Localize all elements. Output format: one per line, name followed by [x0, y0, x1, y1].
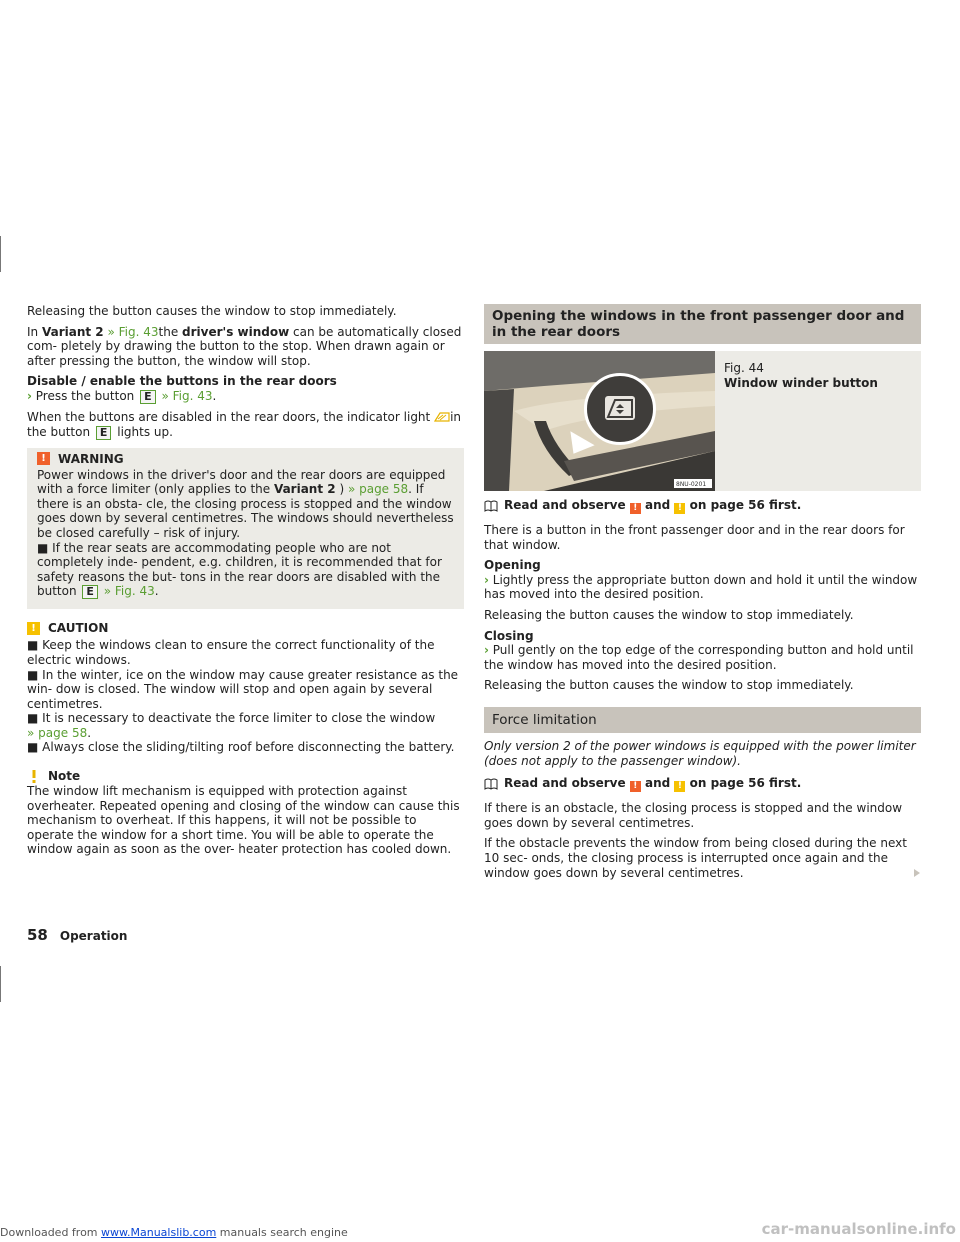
page-58-link[interactable]: » page 58	[27, 725, 88, 740]
caution-header	[27, 621, 464, 635]
caution-icon: !	[674, 503, 685, 514]
section-title: Opening the windows in the front passenger door and in the rear doors	[484, 304, 921, 344]
fig-caption: Window winder button	[724, 375, 878, 390]
paragraph: In Variant 2 » Fig. 43the driver's window can be automatically closed com- pletely by drawing the button to the stop. When drawn again or after pressing the button, the window will stop.	[27, 324, 462, 368]
right-column	[484, 304, 921, 880]
warning-header	[37, 452, 454, 466]
section-name: Operation	[59, 929, 128, 943]
manualslib-link[interactable]: www.Manualslib.com	[101, 1226, 217, 1239]
caution-item: » page 58.	[27, 725, 92, 740]
note-text: The window lift mechanism is equipped with protection against overheater. Repeated opening and closing of the window can cause this mechanism to overheat. If this happens, it will not be possible to operate the window for a short time. You will be able to operate the window again as soon as the over- heater protection has cooled down.	[27, 784, 460, 857]
fig-number: Fig. 44	[724, 361, 764, 375]
paragraph: There is a button in the front passenger door and in the rear doors for that window.	[484, 523, 905, 552]
caution-icon: !	[27, 622, 40, 635]
figure-caption	[724, 361, 878, 390]
book-icon	[484, 500, 498, 512]
continue-arrow-icon	[913, 863, 921, 882]
left-column	[27, 304, 464, 857]
caution-item: ■ Keep the windows clean to ensure the correct functionality of the electric windows.	[27, 638, 435, 667]
warning-icon: !	[630, 781, 641, 792]
paragraph: Releasing the button causes the window to stop immediately.	[484, 678, 854, 693]
note-block	[27, 769, 464, 857]
page-number: 58	[27, 926, 48, 944]
page-58-link[interactable]: » page 58	[347, 482, 409, 497]
fig-43-link[interactable]: » Fig. 43	[161, 388, 213, 403]
download-footer: Downloaded from www.Manualslib.com manuals search engine	[0, 1226, 348, 1239]
paragraph: If the obstacle prevents the window from being closed during the next 10 sec- onds, the closing process is interrupted once again and the window goes down by several centimetres.	[484, 836, 907, 880]
warning-box	[27, 448, 464, 610]
paragraph: Releasing the button causes the window to stop immediately.	[27, 304, 397, 318]
warning-icon: !	[37, 452, 50, 465]
read-observe-line: Read and observe ! and ! on page 56 first.	[484, 776, 921, 792]
italic-note: Only version 2 of the power windows is equipped with the power limiter (does not apply to the passenger window).	[484, 738, 916, 768]
key-e-badge: E	[82, 585, 98, 599]
caution-label: CAUTION	[48, 621, 109, 636]
step-arrow-icon: ›	[484, 572, 489, 587]
caution-item: ■ It is necessary to deactivate the force limiter to close the window	[27, 711, 436, 726]
note-label: Note	[48, 769, 81, 784]
fig-43-link[interactable]: » Fig. 43	[103, 584, 155, 599]
caution-item: ■ Always close the sliding/tilting roof before disconnecting the battery.	[27, 740, 455, 755]
read-observe-line: Read and observe ! and ! on page 56 first.	[484, 498, 921, 514]
book-icon	[484, 778, 498, 790]
step-arrow-icon: ›	[27, 388, 32, 403]
paragraph: Releasing the button causes the window to stop immediately.	[484, 607, 854, 622]
figure-panel	[484, 351, 921, 491]
paragraph: When the buttons are disabled in the rear doors, the indicator light in the button E lights up.	[27, 409, 462, 439]
subheading-closing: Closing	[484, 628, 534, 643]
step-item: › Press the button E » Fig. 43.	[27, 388, 217, 403]
caution-icon: !	[674, 781, 685, 792]
step-arrow-icon: ›	[484, 643, 489, 658]
crop-mark	[0, 966, 1, 1002]
caution-block	[27, 621, 464, 755]
caution-item: ■ In the winter, ice on the window may cause greater resistance as the win- dow is closed. The window will stop and open again by several centimetres.	[27, 667, 459, 711]
warning-label: WARNING	[58, 451, 124, 466]
key-e-badge: E	[96, 426, 112, 440]
fig-43-link[interactable]: » Fig. 43	[107, 324, 159, 339]
step-item: › Lightly press the appropriate button down and hold it until the window has moved into the desired position.	[484, 572, 918, 602]
zoom-callout	[584, 373, 656, 445]
note-header	[27, 769, 464, 783]
step-item: › Pull gently on the top edge of the corresponding button and hold until the window has moved into the desired position.	[484, 643, 914, 672]
window-indicator-icon	[434, 412, 450, 422]
fig-code: 8NU-0201	[676, 481, 707, 488]
paragraph: If there is an obstacle, the closing process is stopped and the window goes down by several centimetres.	[484, 801, 903, 830]
warning-bullet: ■ If the rear seats are accommodating people who are not completely inde- pendent, e.g. children, it is recommended that for safety reasons the but- tons in the rear doors are disabled with the button E » Fig. 43.	[37, 540, 442, 599]
watermark: car-manualsonline.info	[761, 1220, 956, 1238]
subheading-disable: Disable / enable the buttons in the rear doors	[27, 374, 337, 389]
note-info-icon	[27, 770, 40, 783]
section-title-force: Force limitation	[484, 707, 921, 733]
key-e-badge: E	[140, 390, 156, 404]
warning-icon: !	[630, 503, 641, 514]
subheading-opening: Opening	[484, 558, 541, 573]
warning-text: Power windows in the driver's door and the rear doors are equipped with a force limiter (only applies to the Variant 2 ) » page 58. If there is an obsta- cle, the closing process is stopped and the window goes down by several centimetres. The windows should nevertheless be closed carefully – risk of injury.	[37, 467, 454, 540]
crop-mark	[0, 236, 1, 272]
page-footer	[27, 926, 127, 944]
